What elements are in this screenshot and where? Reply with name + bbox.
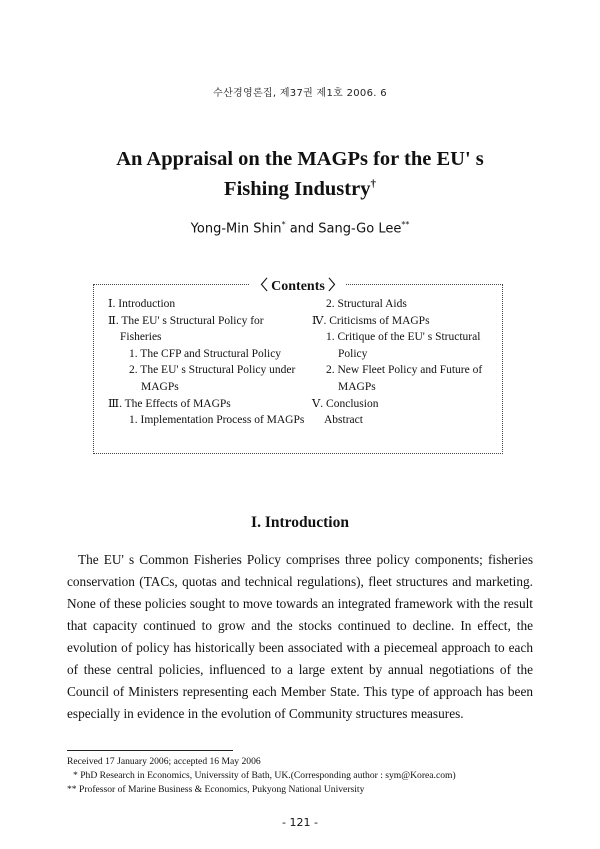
contents-item: Abstract [324, 414, 363, 427]
contents-item: 2. The EU' s Structural Policy under MAGPs [129, 364, 296, 393]
received-note: Received 17 January 2006; accepted 16 May 2006 [67, 756, 261, 767]
body-text [67, 549, 533, 725]
footnotes [67, 755, 547, 797]
section-heading: I. Introduction [251, 514, 349, 531]
journal-header: 수산경영론집, 제37권 제1호 2006. 6 [213, 88, 387, 99]
contents-heading: 〈 Contents 〉 [250, 279, 347, 294]
contents-left-column [108, 296, 308, 429]
title-footnote-mark: † [370, 178, 376, 190]
contents-item: 1. Implementation Process of MAGPs [129, 414, 305, 427]
author-2: Sang-Go Lee [318, 221, 402, 237]
contents-item: Ⅳ. Criticisms of MAGPs [312, 314, 430, 327]
title-line-2-text: Fishing Industry [224, 177, 371, 200]
contents-box [93, 279, 503, 454]
footnote-author-2: ** Professor of Marine Business & Economics, Pukyong National University [67, 784, 365, 795]
contents-item: 1. Critique of the EU' s Structural Policy [326, 331, 481, 360]
footnote-author-1: * PhD Research in Economics, Universsity of Bath, UK.(Corresponding author : sym@Korea.com) [73, 770, 456, 781]
contents-item: 1. The CFP and Structural Policy [129, 347, 282, 360]
intro-paragraph: The EU' s Common Fisheries Policy comprises three policy components; fisheries conservation (TACs, quotas and technical regulations), fleet structures and marketing. None of these policies sought to move towards an integrated framework with the result that capacity continued to grow and the stocks continued to decline. In effect, the evolution of policy has historically been associated with a piecemeal approach to each of these central policies, influenced to a large extent by annual negotiations of the Council of Ministers representing each Member State. This type of approach has been especially in evidence in the evolution of Community structures measures. [67, 552, 533, 721]
page-number: - 121 - [282, 816, 318, 829]
contents-item: 2. Structural Aids [326, 298, 407, 310]
contents-item: Ⅴ. Conclusion [312, 397, 379, 410]
author-line [0, 220, 600, 236]
contents-item: Ⅰ. Introduction [108, 298, 176, 310]
footnote-rule [67, 750, 233, 751]
author-1: Yong-Min Shin [190, 221, 282, 237]
author-2-mark: ** [401, 220, 410, 229]
author-1-mark: * [281, 220, 286, 229]
title-line-2 [0, 172, 600, 202]
author-join: and [285, 221, 319, 237]
title-line-1: An Appraisal on the MAGPs for the EU' s [116, 148, 484, 170]
contents-right-column [312, 296, 496, 429]
paper-title [0, 147, 600, 202]
contents-item: Ⅲ. The Effects of MAGPs [108, 397, 231, 410]
contents-item: 2. New Fleet Policy and Future of MAGPs [326, 364, 483, 393]
contents-item: Ⅱ. The EU' s Structural Policy for Fisheries [108, 314, 264, 344]
